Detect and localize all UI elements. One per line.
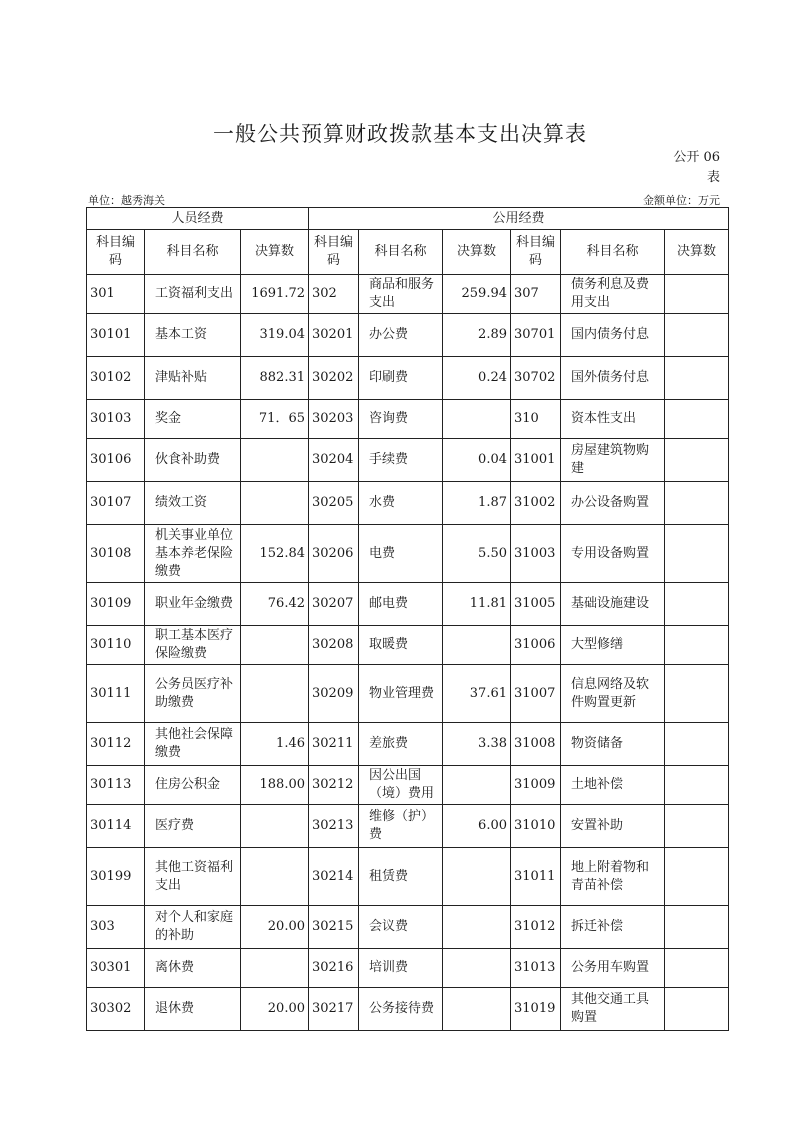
code-cell: 31011 bbox=[511, 848, 561, 906]
name-cell: 电费 bbox=[359, 525, 443, 583]
name-cell: 邮电费 bbox=[359, 583, 443, 626]
amount-cell bbox=[665, 626, 729, 665]
code-cell: 302 bbox=[309, 275, 359, 314]
code-cell: 30102 bbox=[87, 357, 145, 400]
unit-label: 单位：越秀海关 bbox=[88, 194, 165, 207]
name-cell: 维修（护）费 bbox=[359, 805, 443, 848]
amount-cell: 37.61 bbox=[443, 665, 511, 723]
amount-cell bbox=[443, 949, 511, 988]
amount-cell bbox=[241, 665, 309, 723]
amount-cell: 1.87 bbox=[443, 482, 511, 525]
code-cell: 30203 bbox=[309, 400, 359, 439]
name-cell: 地上附着物和青苗补偿 bbox=[561, 848, 665, 906]
code-cell: 30201 bbox=[309, 314, 359, 357]
header-amount: 决算数 bbox=[665, 230, 729, 275]
header-code: 科目编码 bbox=[511, 230, 561, 275]
code-cell: 307 bbox=[511, 275, 561, 314]
group-header-row bbox=[87, 208, 729, 230]
code-cell: 31008 bbox=[511, 723, 561, 766]
amount-cell bbox=[665, 525, 729, 583]
header-name: 科目名称 bbox=[145, 230, 241, 275]
code-cell: 30702 bbox=[511, 357, 561, 400]
code-cell: 30202 bbox=[309, 357, 359, 400]
document-code-line1: 公开 06 bbox=[673, 150, 720, 165]
amount-cell: 6.00 bbox=[443, 805, 511, 848]
name-cell: 因公出国（境）费用 bbox=[359, 766, 443, 805]
name-cell: 债务利息及费用支出 bbox=[561, 275, 665, 314]
name-cell: 医疗费 bbox=[145, 805, 241, 848]
amount-cell bbox=[443, 626, 511, 665]
name-cell: 工资福利支出 bbox=[145, 275, 241, 314]
name-cell: 取暖费 bbox=[359, 626, 443, 665]
name-cell: 拆迁补偿 bbox=[561, 906, 665, 949]
table-row bbox=[87, 583, 729, 626]
table-row bbox=[87, 357, 729, 400]
table-row bbox=[87, 439, 729, 482]
code-cell: 30108 bbox=[87, 525, 145, 583]
code-cell: 30207 bbox=[309, 583, 359, 626]
name-cell: 大型修缮 bbox=[561, 626, 665, 665]
code-cell: 30213 bbox=[309, 805, 359, 848]
amount-cell: 11.81 bbox=[443, 583, 511, 626]
code-cell: 30112 bbox=[87, 723, 145, 766]
code-cell: 30301 bbox=[87, 949, 145, 988]
amount-cell bbox=[665, 848, 729, 906]
table-row bbox=[87, 626, 729, 665]
name-cell: 公务员医疗补助缴费 bbox=[145, 665, 241, 723]
amount-unit-label: 金额单位：万元 bbox=[643, 194, 720, 207]
name-cell: 土地补偿 bbox=[561, 766, 665, 805]
table-row bbox=[87, 275, 729, 314]
table-row bbox=[87, 723, 729, 766]
amount-cell: 1.46 bbox=[241, 723, 309, 766]
code-cell: 31006 bbox=[511, 626, 561, 665]
group-personnel: 人员经费 bbox=[87, 208, 309, 230]
name-cell: 其他工资福利支出 bbox=[145, 848, 241, 906]
amount-cell bbox=[241, 805, 309, 848]
code-cell: 30206 bbox=[309, 525, 359, 583]
amount-cell bbox=[665, 906, 729, 949]
name-cell: 印刷费 bbox=[359, 357, 443, 400]
code-cell: 30209 bbox=[309, 665, 359, 723]
table-row bbox=[87, 314, 729, 357]
name-cell: 安置补助 bbox=[561, 805, 665, 848]
name-cell: 公务用车购置 bbox=[561, 949, 665, 988]
name-cell: 办公设备购置 bbox=[561, 482, 665, 525]
name-cell: 商品和服务支出 bbox=[359, 275, 443, 314]
code-cell: 30103 bbox=[87, 400, 145, 439]
amount-cell: 20.00 bbox=[241, 906, 309, 949]
name-cell: 信息网络及软件购置更新 bbox=[561, 665, 665, 723]
name-cell: 伙食补助费 bbox=[145, 439, 241, 482]
amount-cell bbox=[443, 400, 511, 439]
name-cell: 物资储备 bbox=[561, 723, 665, 766]
name-cell: 租赁费 bbox=[359, 848, 443, 906]
amount-cell bbox=[665, 439, 729, 482]
name-cell: 专用设备购置 bbox=[561, 525, 665, 583]
header-code: 科目编码 bbox=[309, 230, 359, 275]
table-row bbox=[87, 949, 729, 988]
code-cell: 30101 bbox=[87, 314, 145, 357]
name-cell: 国内债务付息 bbox=[561, 314, 665, 357]
name-cell: 会议费 bbox=[359, 906, 443, 949]
code-cell: 31005 bbox=[511, 583, 561, 626]
name-cell: 津贴补贴 bbox=[145, 357, 241, 400]
amount-cell: 882.31 bbox=[241, 357, 309, 400]
amount-cell: 1691.72 bbox=[241, 275, 309, 314]
code-cell: 30113 bbox=[87, 766, 145, 805]
table-row bbox=[87, 665, 729, 723]
code-cell: 31003 bbox=[511, 525, 561, 583]
code-cell: 301 bbox=[87, 275, 145, 314]
table-row bbox=[87, 525, 729, 583]
document-code-line2: 表 bbox=[706, 170, 720, 185]
code-cell: 30205 bbox=[309, 482, 359, 525]
amount-cell bbox=[665, 766, 729, 805]
code-cell: 31009 bbox=[511, 766, 561, 805]
amount-cell: 5.50 bbox=[443, 525, 511, 583]
amount-cell bbox=[665, 583, 729, 626]
amount-cell: 259.94 bbox=[443, 275, 511, 314]
name-cell: 基本工资 bbox=[145, 314, 241, 357]
amount-cell bbox=[665, 314, 729, 357]
amount-cell bbox=[665, 805, 729, 848]
amount-cell bbox=[665, 275, 729, 314]
header-amount: 决算数 bbox=[241, 230, 309, 275]
header-amount: 决算数 bbox=[443, 230, 511, 275]
amount-cell bbox=[241, 439, 309, 482]
code-cell: 30114 bbox=[87, 805, 145, 848]
header-code: 科目编码 bbox=[87, 230, 145, 275]
name-cell: 资本性支出 bbox=[561, 400, 665, 439]
code-cell: 30217 bbox=[309, 988, 359, 1031]
name-cell: 水费 bbox=[359, 482, 443, 525]
table-row bbox=[87, 766, 729, 805]
amount-cell: 71．65 bbox=[241, 400, 309, 439]
code-cell: 30199 bbox=[87, 848, 145, 906]
name-cell: 绩效工资 bbox=[145, 482, 241, 525]
name-cell: 手续费 bbox=[359, 439, 443, 482]
name-cell: 奖金 bbox=[145, 400, 241, 439]
code-cell: 30208 bbox=[309, 626, 359, 665]
amount-cell bbox=[241, 482, 309, 525]
code-cell: 310 bbox=[511, 400, 561, 439]
amount-cell bbox=[443, 766, 511, 805]
amount-cell bbox=[665, 357, 729, 400]
amount-cell bbox=[241, 949, 309, 988]
code-cell: 31001 bbox=[511, 439, 561, 482]
code-cell: 31010 bbox=[511, 805, 561, 848]
amount-cell bbox=[241, 626, 309, 665]
code-cell: 30204 bbox=[309, 439, 359, 482]
table-row bbox=[87, 906, 729, 949]
name-cell: 办公费 bbox=[359, 314, 443, 357]
table-row bbox=[87, 400, 729, 439]
column-header-row bbox=[87, 230, 729, 275]
code-cell: 31019 bbox=[511, 988, 561, 1031]
code-cell: 31007 bbox=[511, 665, 561, 723]
amount-cell bbox=[443, 988, 511, 1031]
table-row bbox=[87, 848, 729, 906]
code-cell: 30216 bbox=[309, 949, 359, 988]
amount-cell bbox=[665, 723, 729, 766]
name-cell: 基础设施建设 bbox=[561, 583, 665, 626]
code-cell: 31002 bbox=[511, 482, 561, 525]
header-name: 科目名称 bbox=[359, 230, 443, 275]
code-cell: 30109 bbox=[87, 583, 145, 626]
table-row bbox=[87, 805, 729, 848]
amount-cell bbox=[241, 848, 309, 906]
name-cell: 国外债务付息 bbox=[561, 357, 665, 400]
name-cell: 房屋建筑物购建 bbox=[561, 439, 665, 482]
name-cell: 职工基本医疗保险缴费 bbox=[145, 626, 241, 665]
name-cell: 公务接待费 bbox=[359, 988, 443, 1031]
header-name: 科目名称 bbox=[561, 230, 665, 275]
name-cell: 差旅费 bbox=[359, 723, 443, 766]
code-cell: 30111 bbox=[87, 665, 145, 723]
amount-cell: 76.42 bbox=[241, 583, 309, 626]
amount-cell bbox=[665, 482, 729, 525]
code-cell: 30214 bbox=[309, 848, 359, 906]
code-cell: 30107 bbox=[87, 482, 145, 525]
document-code bbox=[673, 148, 720, 188]
name-cell: 物业管理费 bbox=[359, 665, 443, 723]
name-cell: 其他社会保障缴费 bbox=[145, 723, 241, 766]
name-cell: 离休费 bbox=[145, 949, 241, 988]
amount-cell bbox=[443, 848, 511, 906]
amount-cell: 2.89 bbox=[443, 314, 511, 357]
amount-cell bbox=[665, 400, 729, 439]
amount-cell: 0.24 bbox=[443, 357, 511, 400]
group-public: 公用经费 bbox=[309, 208, 729, 230]
table-row bbox=[87, 988, 729, 1031]
table-row bbox=[87, 482, 729, 525]
code-cell: 31013 bbox=[511, 949, 561, 988]
code-cell: 30701 bbox=[511, 314, 561, 357]
page-title: 一般公共预算财政拨款基本支出决算表 bbox=[213, 122, 587, 146]
amount-cell bbox=[665, 988, 729, 1031]
code-cell: 30212 bbox=[309, 766, 359, 805]
name-cell: 职业年金缴费 bbox=[145, 583, 241, 626]
code-cell: 30211 bbox=[309, 723, 359, 766]
code-cell: 31012 bbox=[511, 906, 561, 949]
name-cell: 退休费 bbox=[145, 988, 241, 1031]
amount-cell bbox=[665, 949, 729, 988]
amount-cell: 20.00 bbox=[241, 988, 309, 1031]
code-cell: 303 bbox=[87, 906, 145, 949]
name-cell: 住房公积金 bbox=[145, 766, 241, 805]
amount-cell: 188.00 bbox=[241, 766, 309, 805]
amount-cell: 152.84 bbox=[241, 525, 309, 583]
name-cell: 其他交通工具购置 bbox=[561, 988, 665, 1031]
name-cell: 机关事业单位基本养老保险缴费 bbox=[145, 525, 241, 583]
amount-cell: 319.04 bbox=[241, 314, 309, 357]
code-cell: 30215 bbox=[309, 906, 359, 949]
code-cell: 30302 bbox=[87, 988, 145, 1031]
code-cell: 30110 bbox=[87, 626, 145, 665]
amount-cell bbox=[443, 906, 511, 949]
name-cell: 咨询费 bbox=[359, 400, 443, 439]
amount-cell: 3.38 bbox=[443, 723, 511, 766]
amount-cell bbox=[665, 665, 729, 723]
code-cell: 30106 bbox=[87, 439, 145, 482]
expenditure-table bbox=[86, 207, 729, 1031]
amount-cell: 0.04 bbox=[443, 439, 511, 482]
name-cell: 培训费 bbox=[359, 949, 443, 988]
name-cell: 对个人和家庭的补助 bbox=[145, 906, 241, 949]
